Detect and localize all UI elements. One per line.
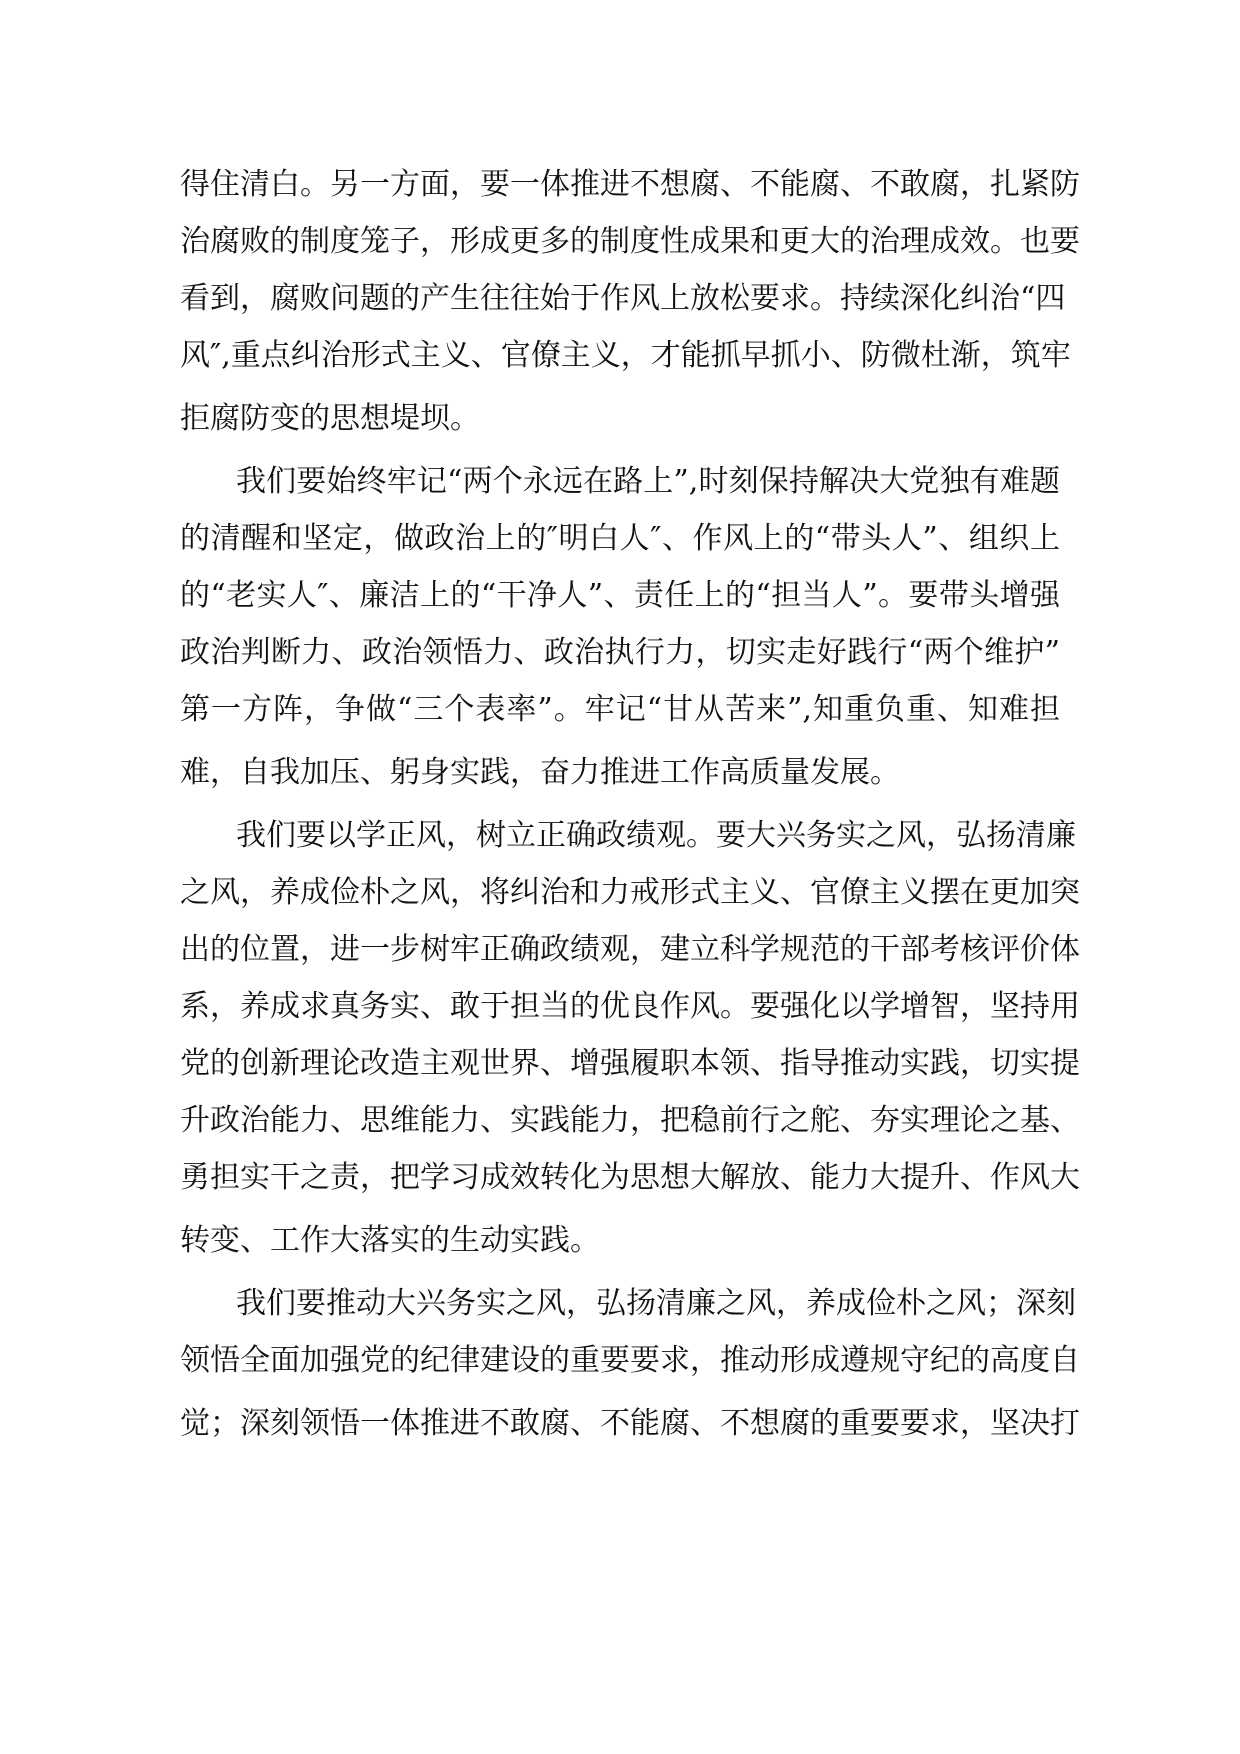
text-line: 的“老实人″、廉洁上的“干净人”、责任上的“担当人”。要带头增强 — [180, 578, 1060, 613]
text-line: 风″,重点纠治形式主义、官僚主义，才能抓早抓小、防微杜渐，筑牢 — [180, 338, 1071, 373]
text-line: 出的位置，进一步树牢正确政绩观，建立科学规范的干部考核评价体 — [180, 932, 1080, 967]
text-line: 党的创新理论改造主观世界、增强履职本领、指导推动实践，切实提 — [180, 1046, 1080, 1081]
text-line: 治腐败的制度笼子，形成更多的制度性成果和更大的治理成效。也要 — [180, 224, 1080, 259]
text-line: 领悟全面加强党的纪律建设的重要要求，推动形成遵规守纪的高度自 — [180, 1343, 1080, 1378]
text-line: 我们要以学正风，树立正确政绩观。要大兴务实之风，弘扬清廉 — [236, 818, 1076, 853]
text-line: 的清醒和坚定，做政治上的″明白人″、作风上的“带头人”、组织上 — [180, 521, 1060, 556]
text-line: 觉；深刻领悟一体推进不敢腐、不能腐、不想腐的重要要求，坚决打 — [180, 1406, 1080, 1441]
text-line: 第一方阵，争做“三个表率”。牢记“甘从苦来”,知重负重、知难担 — [180, 692, 1060, 727]
text-line: 得住清白。另一方面，要一体推进不想腐、不能腐、不敢腐，扎紧防 — [180, 167, 1080, 202]
text-line: 拒腐防变的思想堤坝。 — [180, 401, 480, 436]
text-line: 看到，腐败问题的产生往往始于作风上放松要求。持续深化纠治“四 — [180, 281, 1066, 316]
text-line: 我们要推动大兴务实之风，弘扬清廉之风，养成俭朴之风；深刻 — [236, 1286, 1076, 1321]
text-line: 系，养成求真务实、敢于担当的优良作风。要强化以学增智，坚持用 — [180, 989, 1080, 1024]
text-line: 难，自我加压、躬身实践，奋力推进工作高质量发展。 — [180, 755, 900, 790]
text-line: 之风，养成俭朴之风，将纠治和力戒形式主义、官僚主义摆在更加突 — [180, 875, 1080, 910]
text-line: 勇担实干之责，把学习成效转化为思想大解放、能力大提升、作风大 — [180, 1160, 1080, 1195]
text-line: 我们要始终牢记“两个永远在路上”,时刻保持解决大党独有难题 — [236, 464, 1060, 499]
text-line: 升政治能力、思维能力、实践能力，把稳前行之舵、夯实理论之基、 — [180, 1103, 1080, 1138]
text-line: 政治判断力、政治领悟力、政治执行力，切实走好践行“两个维护” — [180, 635, 1060, 670]
text-line: 转变、工作大落实的生动实践。 — [180, 1223, 600, 1258]
